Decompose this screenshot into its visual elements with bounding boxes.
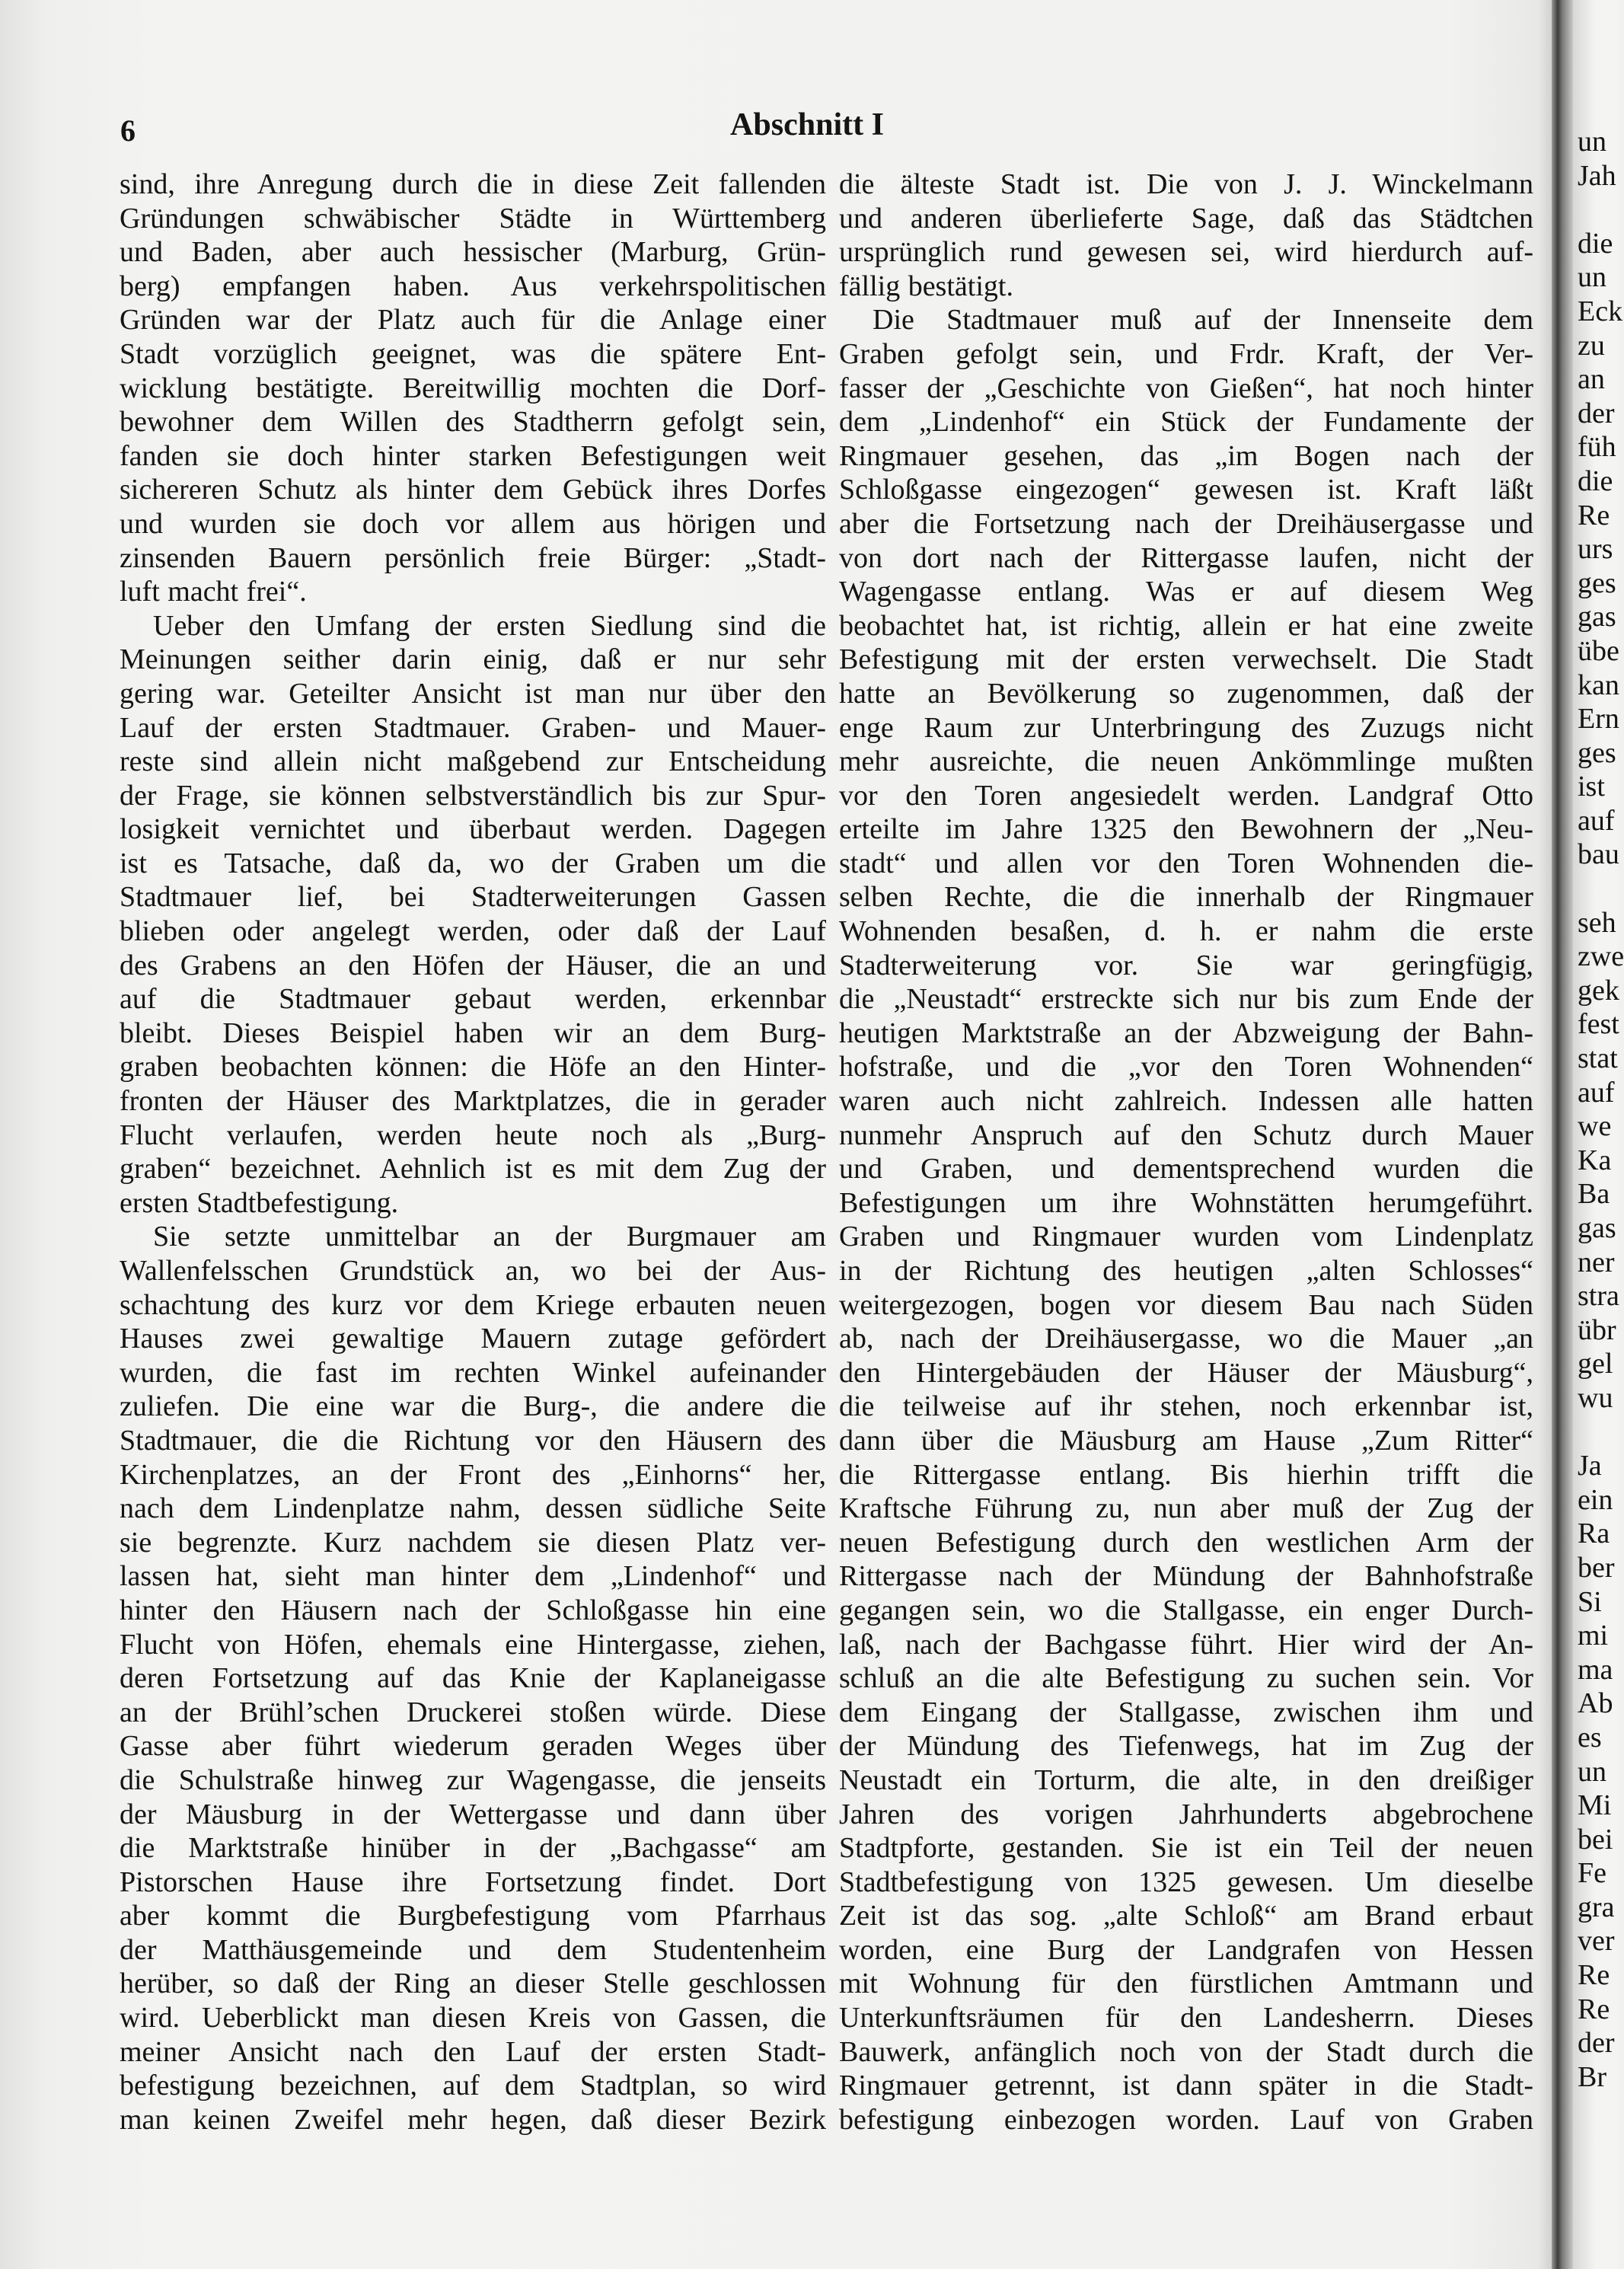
text-line: hinter den Häusern nach der Schloßgasse hin eine xyxy=(120,1594,826,1626)
next-page-fragment: stra xyxy=(1578,1280,1619,1313)
text-line: Stadt vorzüglich geeignet, was die spätere Ent- xyxy=(120,337,826,370)
text-line: Graben gefolgt sein, und Frdr. Kraft, der Ver- xyxy=(839,337,1533,370)
text-line: nach dem Lindenplatze nahm, dessen südliche Seite xyxy=(120,1492,826,1525)
next-page-fragment: die xyxy=(1578,464,1613,497)
next-page-fragment: Ka xyxy=(1578,1144,1612,1176)
text-line: beobachtet hat, ist richtig, allein er hat eine zweite xyxy=(839,609,1533,642)
text-line: wird. Ueberblickt man diesen Kreis von Gassen, die xyxy=(120,2002,826,2034)
text-line: in der Richtung des heutigen „alten Schlosses“ xyxy=(839,1255,1533,1287)
page-number: 6 xyxy=(120,113,136,148)
next-page-fragment: mi xyxy=(1578,1620,1609,1652)
text-line: der Mäusburg in der Wettergasse und dann über xyxy=(120,1798,826,1830)
text-line: Stadtbefestigung von 1325 gewesen. Um dieselbe xyxy=(839,1865,1533,1898)
text-line: man keinen Zweifel mehr hegen, daß dieser Bezirk xyxy=(120,2103,826,2136)
next-page-fragment: Re xyxy=(1578,1993,1610,2025)
paragraph xyxy=(839,303,1533,2137)
text-line: Neustadt ein Torturm, die alte, in den dreißiger xyxy=(839,1763,1533,1796)
next-page-fragment: gas xyxy=(1578,1212,1616,1244)
running-head: Abschnitt I xyxy=(730,107,884,142)
text-line: wurden, die fast im rechten Winkel aufeinander xyxy=(120,1356,826,1389)
text-line: Sie setzte unmittelbar an der Burgmauer am xyxy=(153,1221,826,1253)
text-line: reste sind allein nicht maßgebend zur Entscheidung xyxy=(120,745,826,778)
text-line: der Frage, sie können selbstverständlich bis zur Spur- xyxy=(120,779,826,812)
text-line: sind, ihre Anregung durch die in diese Zeit fallenden xyxy=(120,168,826,200)
text-line: luft macht frei“. xyxy=(120,576,307,608)
text-line: und anderen überlieferte Sage, daß das Städtchen xyxy=(839,202,1533,235)
next-page-fragment: auf xyxy=(1578,1076,1615,1109)
next-page-fragment: der xyxy=(1578,2027,1615,2060)
next-page-fragment: fest xyxy=(1578,1008,1619,1041)
text-line: Jahren des vorigen Jahrhunderts abgebrochene xyxy=(839,1798,1533,1830)
text-line: Pistorschen Hause ihre Fortsetzung findet. Dort xyxy=(120,1865,826,1898)
text-line: die „Neustadt“ erstreckte sich nur bis zum Ende der xyxy=(839,983,1533,1016)
next-page-fragment: Ern xyxy=(1578,703,1619,736)
text-line: dem „Lindenhof“ ein Stück der Fundamente der xyxy=(839,406,1533,439)
next-page-fragment: kan xyxy=(1578,669,1619,701)
text-line: fällig bestätigt. xyxy=(839,270,1013,302)
next-page-fragment: gas xyxy=(1578,601,1616,633)
next-page-fragment: Fe xyxy=(1578,1857,1606,1890)
text-line: und Graben, und dementsprechend wurden die xyxy=(839,1153,1533,1186)
text-line: Schloßgasse eingezogen“ gewesen ist. Kraft läßt xyxy=(839,474,1533,506)
text-line: graben beobachten können: die Höfe an den Hinter- xyxy=(120,1051,826,1083)
next-page-fragment: füh xyxy=(1578,431,1616,464)
text-line: erteilte im Jahre 1325 den Bewohnern der „Neu- xyxy=(839,813,1533,846)
next-page-fragment: ver xyxy=(1578,1925,1615,1958)
next-page-fragment-column xyxy=(1578,125,1624,2094)
paragraph xyxy=(120,609,826,1221)
text-line: Stadtpforte, gestanden. Sie ist ein Teil der neuen xyxy=(839,1832,1533,1865)
text-line: Lauf der ersten Stadtmauer. Graben- und Mauer- xyxy=(120,711,826,744)
next-page-fragment: gek xyxy=(1578,974,1619,1007)
text-line: schluß an die alte Befestigung zu suchen sein. Vor xyxy=(839,1662,1533,1695)
text-line: den Hintergebäuden der Häuser der Mäusburg“, xyxy=(839,1356,1533,1389)
next-page-fragment: un xyxy=(1578,1755,1606,1788)
next-page-fragment: Ja xyxy=(1578,1450,1602,1482)
text-line: fasser der „Geschichte von Gießen“, hat noch hinter xyxy=(839,372,1533,404)
text-line: Wohnenden besaßen, d. h. er nahm die erste xyxy=(839,915,1533,948)
next-page-fragment: Ba xyxy=(1578,1178,1610,1211)
text-line: befestigung einbezogen worden. Lauf von Graben xyxy=(839,2103,1533,2136)
text-line: weitergezogen, bogen vor diesem Bau nach Süden xyxy=(839,1288,1533,1321)
next-page-fragment xyxy=(1578,872,1624,906)
next-page-fragment: der xyxy=(1578,397,1615,429)
next-page-edge xyxy=(1573,0,1624,2269)
next-page-fragment: Ab xyxy=(1578,1687,1613,1720)
text-line: die Rittergasse entlang. Bis hierhin trifft die xyxy=(839,1458,1533,1491)
text-line: Stadtmauer, die die Richtung vor den Häusern des xyxy=(120,1424,826,1457)
text-line: aber die Fortsetzung nach der Dreihäusergasse und xyxy=(839,507,1533,540)
text-line: mit Wohnung für den fürstlichen Amtmann und xyxy=(839,1967,1533,2000)
next-page-fragment: zwe xyxy=(1578,940,1624,973)
next-page-fragment: ma xyxy=(1578,1653,1613,1686)
text-line: gering war. Geteilter Ansicht ist man nur über den xyxy=(120,677,826,710)
text-line: fanden sie doch hinter starken Befestigungen weit xyxy=(120,439,826,472)
next-page-fragment: ber xyxy=(1578,1551,1615,1584)
text-line: Rittergasse nach der Mündung der Bahnhofstraße xyxy=(839,1560,1533,1593)
text-line: nunmehr Anspruch auf den Schutz durch Mauer xyxy=(839,1119,1533,1151)
book-gutter-fold xyxy=(1552,0,1575,2269)
text-line: Zeit ist das sog. „alte Schloß“ am Brand erbaut xyxy=(839,1900,1533,1932)
text-line: hatte an Bevölkerung so zugenommen, daß der xyxy=(839,677,1533,710)
paragraph xyxy=(839,168,1533,303)
text-line: Ringmauer getrennt, ist dann später in die Stadt- xyxy=(839,2070,1533,2102)
text-line: aber kommt die Burgbefestigung vom Pfarrhaus xyxy=(120,1900,826,1932)
text-line: worden, eine Burg der Landgrafen von Hessen xyxy=(839,1933,1533,1966)
text-line: dem Eingang der Stallgasse, zwischen ihm und xyxy=(839,1696,1533,1728)
text-line: fronten der Häuser des Marktplatzes, die in gerader xyxy=(120,1085,826,1118)
text-line: gegangen sein, wo die Stallgasse, ein enger Durch- xyxy=(839,1594,1533,1626)
text-line: ursprünglich rund gewesen sei, wird hierdurch auf- xyxy=(839,236,1533,269)
next-page-fragment: un xyxy=(1578,261,1606,294)
text-line: neuen Befestigung durch den westlichen Arm der xyxy=(839,1526,1533,1559)
text-line: Befestigungen um ihre Wohnstätten herumgeführt. xyxy=(839,1186,1533,1219)
text-line: Wagengasse entlang. Was er auf diesem Weg xyxy=(839,576,1533,608)
text-line: Flucht von Höfen, ehemals eine Hintergasse, ziehen, xyxy=(120,1628,826,1661)
next-page-fragment: Si xyxy=(1578,1585,1602,1618)
text-line: Befestigung mit der ersten verwechselt. Die Stadt xyxy=(839,643,1533,676)
next-page-fragment: zu xyxy=(1578,329,1605,362)
next-page-fragment: urs xyxy=(1578,533,1613,566)
next-page-fragment: Mi xyxy=(1578,1789,1612,1822)
text-line: Bauwerk, anfänglich noch von der Stadt durch die xyxy=(839,2035,1533,2068)
text-line: Gründungen schwäbischer Städte in Württemberg xyxy=(120,202,826,235)
text-line: der Matthäusgemeinde und dem Studentenheim xyxy=(120,1933,826,1966)
next-page-fragment: Re xyxy=(1578,1959,1610,1992)
text-line: zinsenden Bauern persönlich freie Bürger: „Stadt- xyxy=(120,541,826,574)
text-line: die Schulstraße hinweg zur Wagengasse, die jenseits xyxy=(120,1763,826,1796)
text-line: enge Raum zur Unterbringung des Zuzugs nicht xyxy=(839,711,1533,744)
text-line: der Mündung des Tiefenwegs, hat im Zug der xyxy=(839,1730,1533,1763)
text-line: befestigung bezeichnen, auf dem Stadtplan, so wird xyxy=(120,2070,826,2102)
text-line: lassen hat, sieht man hinter dem „Lindenhof“ und xyxy=(120,1560,826,1593)
next-page-fragment: ges xyxy=(1578,736,1616,769)
text-line: an der Brühl’schen Druckerei stoßen würde. Diese xyxy=(120,1696,826,1728)
text-line: deren Fortsetzung auf das Knie der Kaplaneigasse xyxy=(120,1662,826,1695)
next-page-fragment: übe xyxy=(1578,634,1619,667)
text-line: von dort nach der Rittergasse laufen, nicht der xyxy=(839,541,1533,574)
next-page-fragment xyxy=(1578,193,1624,227)
text-line: sie begrenzte. Kurz nachdem sie diesen Platz ver- xyxy=(120,1526,826,1559)
text-line: Meinungen seither darin einig, daß er nur sehr xyxy=(120,643,826,676)
text-line: hofstraße, und die „vor den Toren Wohnenden“ xyxy=(839,1051,1533,1083)
text-line: mehr ausreichte, die neuen Ankömmlinge mußten xyxy=(839,745,1533,778)
next-page-fragment: auf xyxy=(1578,804,1615,837)
next-page-fragment: übr xyxy=(1578,1313,1616,1346)
next-page-fragment: Jah xyxy=(1578,159,1616,192)
next-page-fragment: seh xyxy=(1578,906,1616,939)
text-line: Gründen war der Platz auch für die Anlage einer xyxy=(120,304,826,337)
text-line: stadt“ und allen vor den Toren Wohnenden die- xyxy=(839,847,1533,879)
text-line: ersten Stadtbefestigung. xyxy=(120,1186,399,1219)
next-page-fragment: ges xyxy=(1578,566,1616,599)
text-column-left xyxy=(120,168,826,2137)
text-line: die älteste Stadt ist. Die von J. J. Winckelmann xyxy=(839,168,1533,200)
text-line: vor den Toren angesiedelt werden. Landgraf Otto xyxy=(839,779,1533,812)
text-line: Graben und Ringmauer wurden vom Lindenplatz xyxy=(839,1221,1533,1253)
next-page-fragment: Ra xyxy=(1578,1517,1610,1550)
text-line: meiner Ansicht nach den Lauf der ersten Stadt- xyxy=(120,2035,826,2068)
next-page-fragment: an xyxy=(1578,363,1605,396)
paragraph xyxy=(120,1220,826,2137)
next-page-fragment: Eck xyxy=(1578,295,1623,327)
text-line: Kraftsche Führung zu, nun aber muß der Zug der xyxy=(839,1492,1533,1525)
text-line: auf die Stadtmauer gebaut werden, erkennbar xyxy=(120,983,826,1016)
next-page-fragment: stat xyxy=(1578,1042,1618,1075)
text-line: die teilweise auf ihr stehen, noch erkennbar ist, xyxy=(839,1390,1533,1423)
text-line: Gasse aber führt wiederum geraden Weges über xyxy=(120,1730,826,1763)
text-line: zuliefen. Die eine war die Burg-, die andere die xyxy=(120,1390,826,1423)
text-line: Hauses zwei gewaltige Mauern zutage gefördert xyxy=(120,1323,826,1355)
text-line: heutigen Marktstraße an der Abzweigung der Bahn- xyxy=(839,1016,1533,1049)
next-page-fragment: ein xyxy=(1578,1483,1613,1516)
next-page-fragment: ist xyxy=(1578,771,1605,803)
text-line: Unterkunftsräumen für den Landesherrn. Dieses xyxy=(839,2002,1533,2034)
text-line: herüber, so daß der Ring an dieser Stelle geschlossen xyxy=(120,1967,826,2000)
next-page-fragment: es xyxy=(1578,1721,1602,1754)
text-line: Kirchenplatzes, an der Front des „Einhorns“ her, xyxy=(120,1458,826,1491)
next-page-fragment: Re xyxy=(1578,499,1610,531)
text-line: dann über die Mäusburg am Hause „Zum Ritter“ xyxy=(839,1424,1533,1457)
paragraph xyxy=(120,168,826,609)
next-page-fragment: Br xyxy=(1578,2060,1606,2093)
text-line: Ueber den Umfang der ersten Siedlung sind die xyxy=(153,609,826,642)
text-line: Stadterweiterung vor. Sie war geringfügig, xyxy=(839,949,1533,981)
text-line: Flucht verlaufen, werden heute noch als „Burg- xyxy=(120,1119,826,1151)
next-page-fragment: bei xyxy=(1578,1823,1613,1856)
text-line: wicklung bestätigte. Bereitwillig mochten die Dorf- xyxy=(120,372,826,404)
text-line: ist es Tatsache, daß da, wo der Graben um die xyxy=(120,847,826,879)
text-line: sichereren Schutz als hinter dem Gebück ihres Dorfes xyxy=(120,474,826,506)
text-line: losigkeit vernichtet und überbaut werden. Dagegen xyxy=(120,813,826,846)
text-line: des Grabens an den Höfen der Häuser, die an und xyxy=(120,949,826,981)
text-line: die Marktstraße hinüber in der „Bachgasse“ am xyxy=(120,1832,826,1865)
next-page-fragment: ner xyxy=(1578,1246,1615,1278)
text-column-right xyxy=(839,168,1533,2137)
text-line: Wallenfelsschen Grundstück an, wo bei der Aus- xyxy=(120,1255,826,1287)
next-page-fragment: we xyxy=(1578,1110,1612,1143)
text-line: schachtung des kurz vor dem Kriege erbauten neuen xyxy=(120,1288,826,1321)
next-page-fragment: gra xyxy=(1578,1891,1615,1923)
text-line: graben“ bezeichnet. Aehnlich ist es mit dem Zug der xyxy=(120,1153,826,1186)
text-line: berg) empfangen haben. Aus verkehrspolitischen xyxy=(120,270,826,302)
text-line: Die Stadtmauer muß auf der Innenseite dem xyxy=(873,304,1533,337)
text-line: Ringmauer gesehen, das „im Bogen nach der xyxy=(839,439,1533,472)
text-line: selben Rechte, die die innerhalb der Ringmauer xyxy=(839,881,1533,914)
text-line: Stadtmauer lief, bei Stadterweiterungen Gassen xyxy=(120,881,826,914)
text-line: ab, nach der Dreihäusergasse, wo die Mauer „an xyxy=(839,1323,1533,1355)
text-line: waren auch nicht zahlreich. Indessen alle hatten xyxy=(839,1085,1533,1118)
next-page-fragment: wu xyxy=(1578,1381,1613,1414)
next-page-fragment: die xyxy=(1578,227,1613,260)
text-line: laß, nach der Bachgasse führt. Hier wird der An- xyxy=(839,1628,1533,1661)
next-page-fragment: gel xyxy=(1578,1348,1613,1380)
text-line: bewohner dem Willen des Stadtherrn gefolgt sein, xyxy=(120,406,826,439)
text-line: blieben oder angelegt werden, oder daß der Lauf xyxy=(120,915,826,948)
text-line: bleibt. Dieses Beispiel haben wir an dem Burg- xyxy=(120,1016,826,1049)
text-line: und Baden, aber auch hessischer (Marburg, Grün- xyxy=(120,236,826,269)
next-page-fragment: un xyxy=(1578,126,1606,158)
next-page-fragment: bau xyxy=(1578,838,1619,871)
text-line: und wurden sie doch vor allem aus hörigen und xyxy=(120,507,826,540)
next-page-fragment xyxy=(1578,1415,1624,1450)
